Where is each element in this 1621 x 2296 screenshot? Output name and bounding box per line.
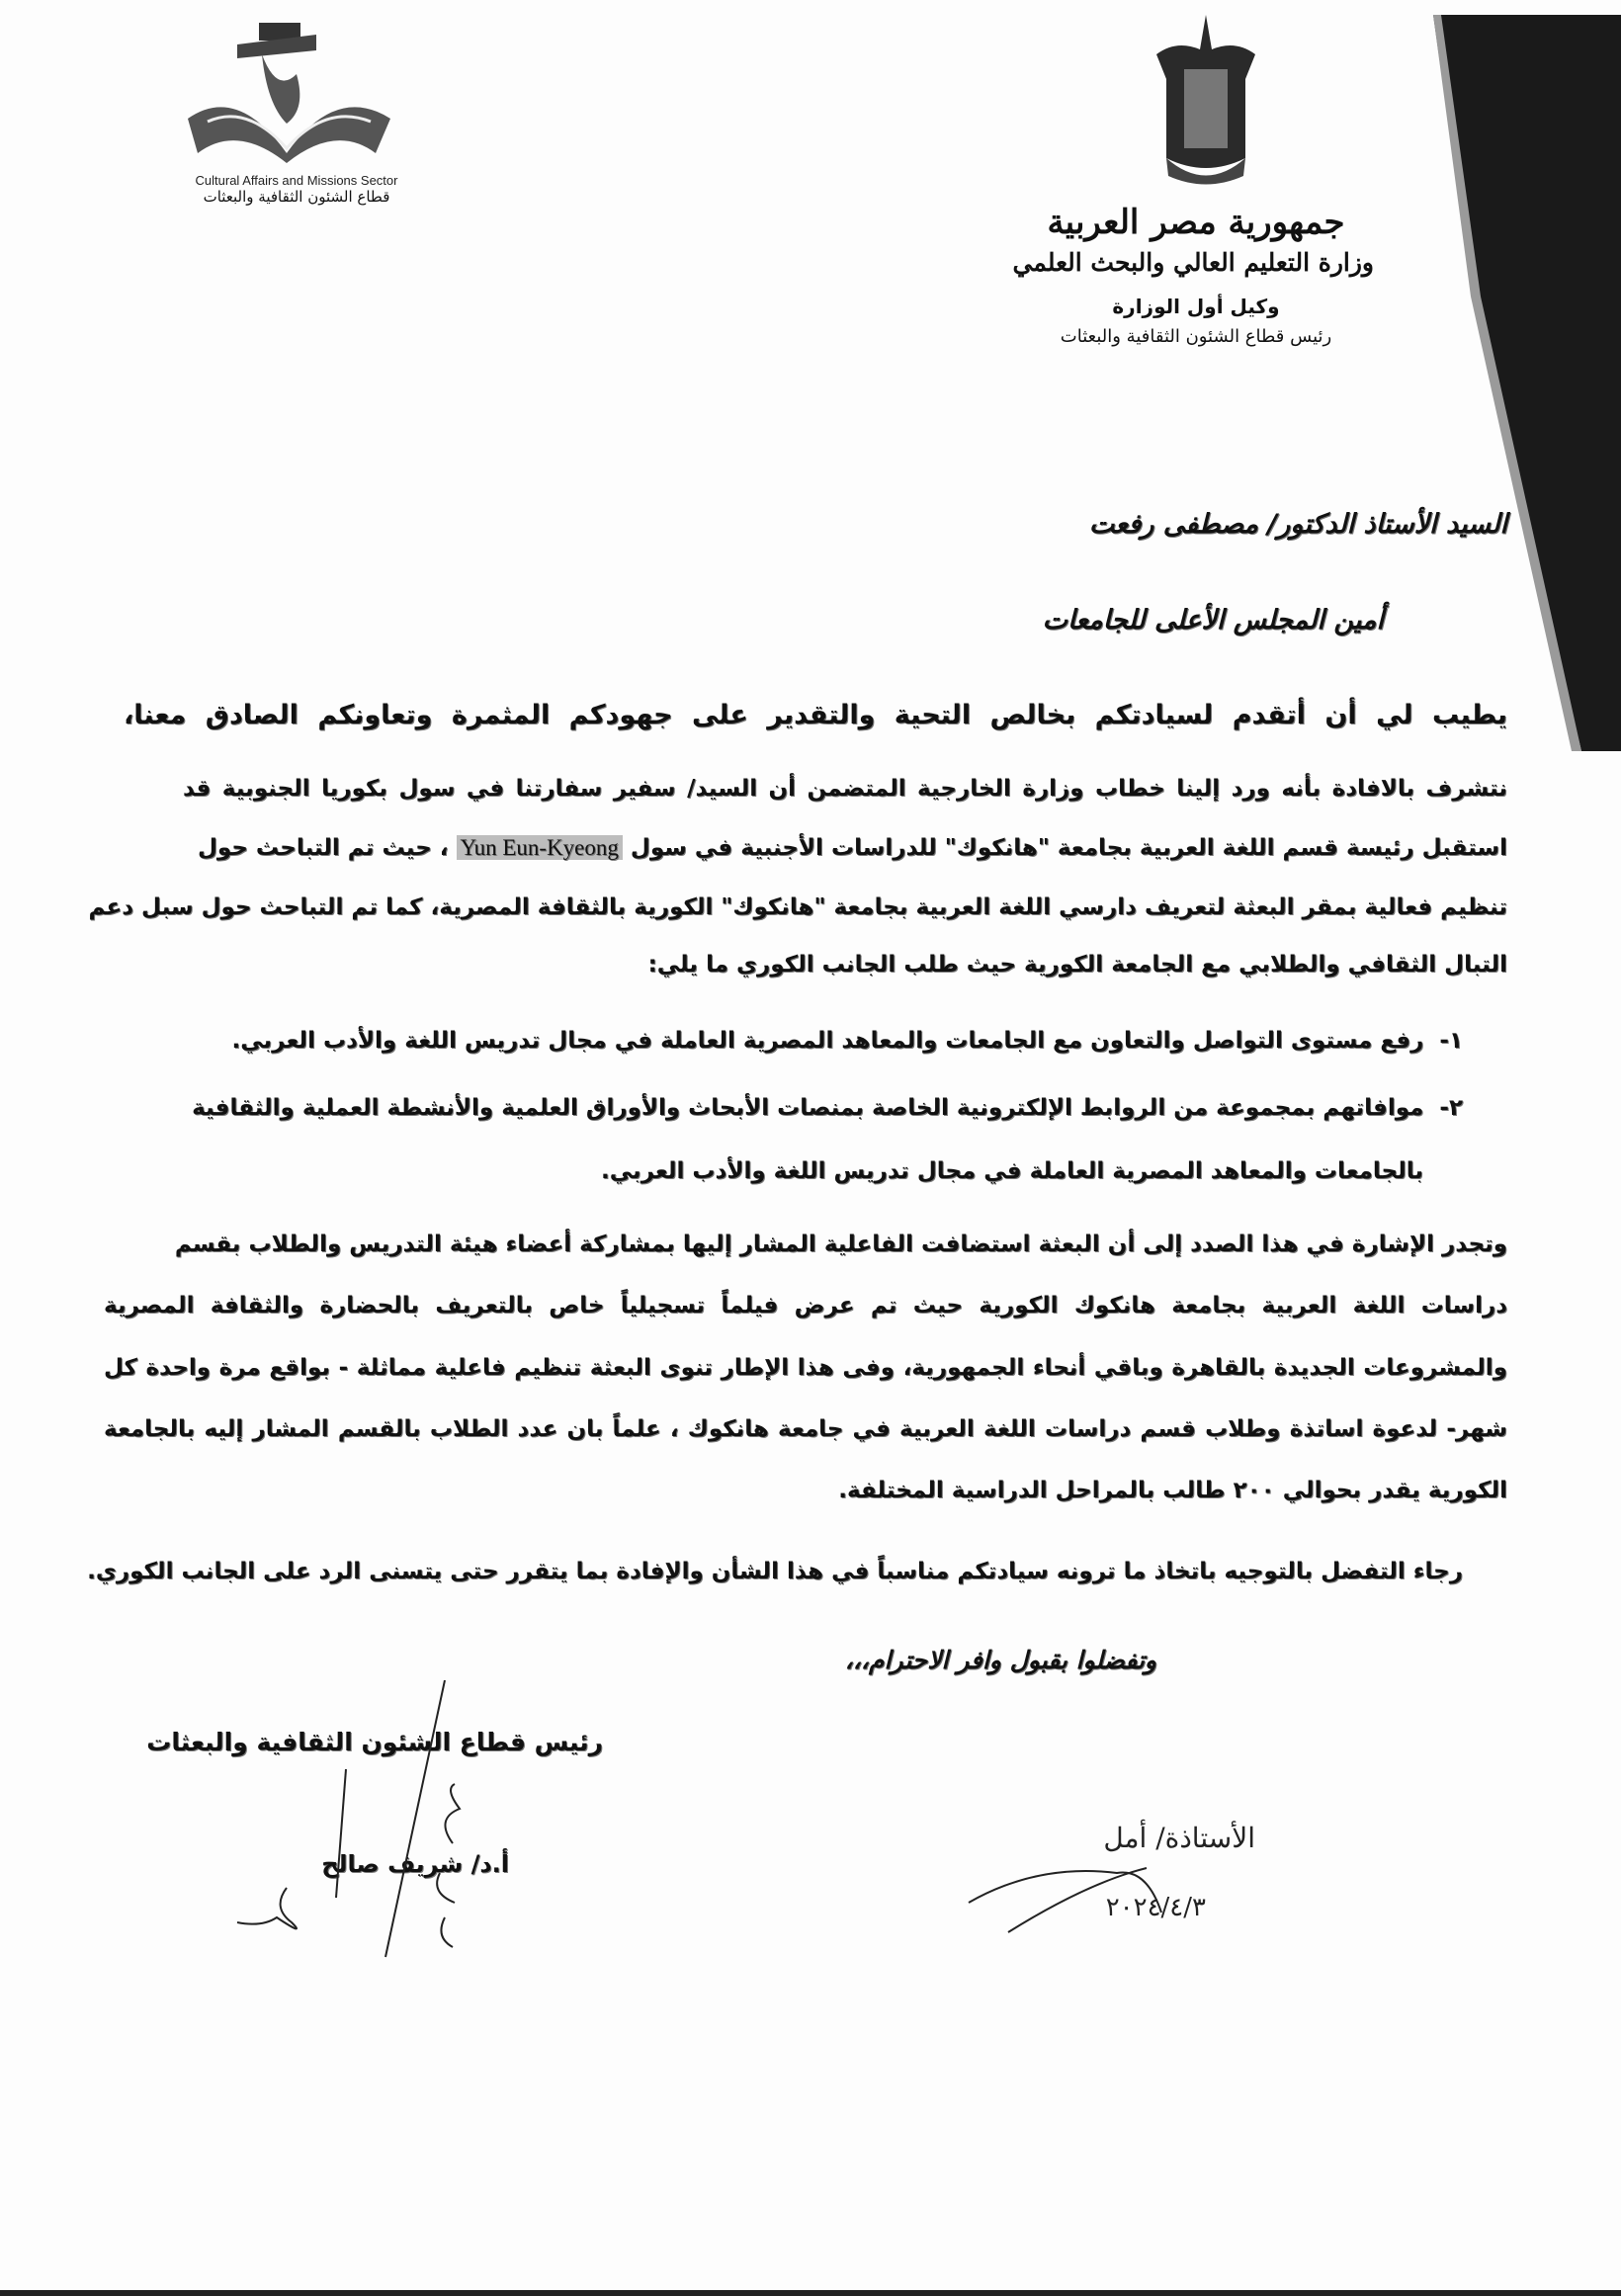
addressee-name: السيد الأستاذ الدكتور/ مصطفى رفعت — [1088, 509, 1507, 540]
logo-english-text: Cultural Affairs and Missions Sector — [195, 173, 398, 188]
signatory-name: أ.د/ شريف صالح — [321, 1850, 509, 1878]
paragraph2-line: والمشروعات الجديدة بالقاهرة وباقي أنحاء الجمهورية، وفى هذا الإطار تنوى البعثة تنظيم فاعلية مماثلة - بواقع مرة واحدة كل — [104, 1355, 1507, 1381]
closing-line: وتفضلوا بقبول وافر الاحترام،،، — [844, 1646, 1156, 1674]
letterhead — [1012, 203, 1374, 347]
cultural-affairs-logo — [168, 15, 425, 206]
paragraph1-line: التبال الثقافي والطلابي مع الجامعة الكورية حيث طلب الجانب الكوري ما يلي: — [647, 952, 1507, 978]
handwritten-note-date: ٢٠٢٤/٤/٣ — [1105, 1893, 1206, 1922]
signatory-title: رئيس قطاع الشئون الثقافية والبعثات — [146, 1728, 603, 1756]
list-item — [232, 1028, 1464, 1054]
paragraph2-line: شهر- لدعوة اساتذة وطلاب قسم دراسات اللغة العربية في جامعة هانكوك ، علماً بان عدد الطلاب بالقسم المشار إليه بالجامعة — [104, 1416, 1507, 1442]
paragraph1-line: استقبل رئيسة قسم اللغة العربية بجامعة "هانكوك" للدراسات الأجنبية في سول Yun Eun-Kyeong ، حيث تم التباحث حول — [197, 835, 1507, 861]
logo-arabic-text: قطاع الشئون الثقافية والبعثات — [203, 188, 390, 206]
list-number: ٢- — [1439, 1095, 1463, 1121]
paragraph1-line: تنظيم فعالية بمقر البعثة لتعريف دارسي اللغة العربية بجامعة "هانكوك" الكورية بالثقافة المصرية، كما تم التباحث حول سبل دعم — [88, 894, 1507, 920]
highlighted-name: Yun Eun-Kyeong — [457, 835, 623, 860]
egypt-eagle-emblem-icon — [1127, 10, 1285, 188]
list-text: رفع مستوى التواصل والتعاون مع الجامعات والمعاهد المصرية العاملة في مجال تدريس اللغة والأدب العربي. — [231, 1028, 1424, 1054]
sector-head-title: رئيس قطاع الشئون الثقافية والبعثات — [1060, 326, 1332, 347]
addressee-title: أمين المجلس الأعلى للجامعات — [1042, 605, 1384, 636]
paragraph1-line2-end: حيث تم التباحث حول — [197, 835, 432, 861]
position-title: وكيل أول الوزارة — [1112, 295, 1280, 318]
handwritten-note-recipient: الأستاذة/ أمل — [1103, 1822, 1255, 1854]
scan-edge-shadow — [1433, 0, 1621, 751]
country-name: جمهورية مصر العربية — [1047, 203, 1345, 242]
paragraph2-line: وتجدر الإشارة في هذا الصدد إلى أن البعثة استضافت الفاعلية المشار إليها بمشاركة أعضاء هيئة التدريس والطلاب بقسم — [174, 1232, 1507, 1257]
list-text: موافاتهم بمجموعة من الروابط الإلكترونية الخاصة بمنصات الأبحاث والأوراق العلمية والأنشطة العملية والثقافية — [192, 1095, 1424, 1121]
scan-bottom-edge — [0, 2290, 1621, 2296]
paragraph1-line: نتشرف بالافادة بأنه ورد إلينا خطاب وزارة الخارجية المتضمن أن السيد/ سفير سفارتنا في سول بكوريا الجنوبية قد — [183, 776, 1507, 802]
request-line: رجاء التفضل بالتوجيه باتخاذ ما ترونه سيادتكم مناسباً في هذا الشأن والإفادة بما يتقرر حتى يتسنى الرد على الجانب الكوري. — [87, 1559, 1463, 1584]
list-number: ١- — [1439, 1028, 1463, 1054]
handwritten-signature-icon — [217, 1680, 514, 1967]
graduation-book-logo-icon — [168, 15, 425, 163]
greeting-line: يطيب لي أن أتقدم لسيادتكم بخالص التحية والتقدير على جهودكم المثمرة وتعاونكم الصادق معنا، — [124, 700, 1507, 730]
paragraph2-line: دراسات اللغة العربية بجامعة هانكوك الكورية حيث تم عرض فيلماً تسجيلياً خاص بالتعريف بالحضارة والثقافة المصرية — [104, 1293, 1507, 1318]
paragraph2-line: الكورية يقدر بحوالي ٢٠٠ طالب بالمراحل الدراسية المختلفة. — [838, 1478, 1507, 1503]
list-item-continuation: بالجامعات والمعاهد المصرية العاملة في مجال تدريس اللغة والأدب العربي. — [600, 1158, 1423, 1184]
list-item — [178, 1095, 1463, 1121]
ministry-name: وزارة التعليم العالي والبحث العلمي — [1012, 248, 1374, 277]
paragraph1-line2-start: استقبل رئيسة قسم اللغة العربية بجامعة "هانكوك" للدراسات الأجنبية في سول — [630, 835, 1507, 861]
